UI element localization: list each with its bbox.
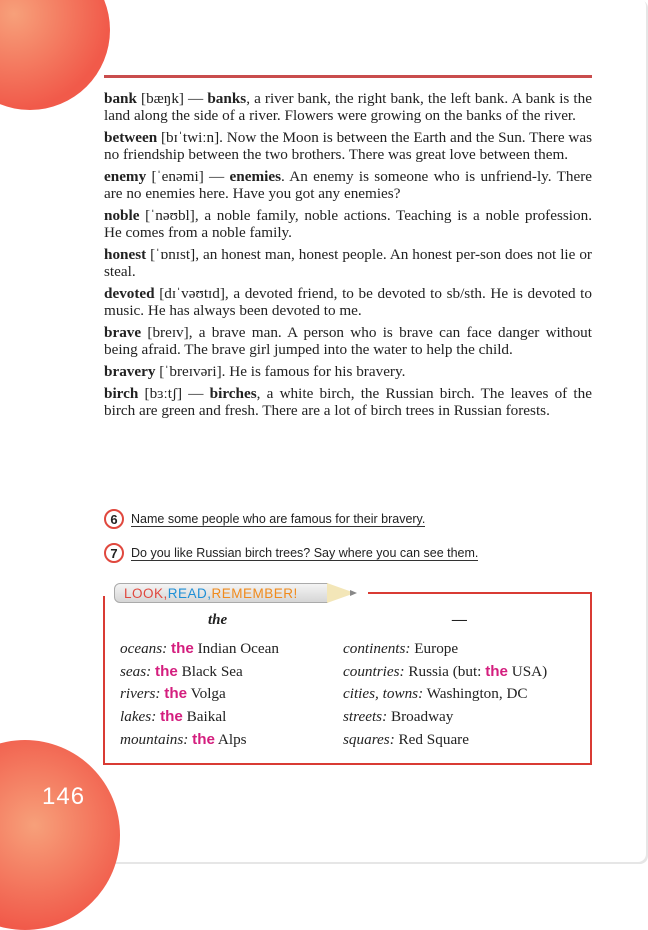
- example-row: continents: Europe: [343, 640, 459, 657]
- vocab-entry: devoted [dɪˈvəʊtɪd], a devoted friend, to be devoted to sb/sth. He is devoted to music. He has always been devoted to me.: [104, 285, 592, 319]
- pencil-lead-icon: [350, 590, 357, 596]
- headword: bank: [104, 90, 137, 107]
- task-number-badge: 6: [104, 509, 124, 529]
- left-column-examples: [120, 638, 279, 752]
- task-number-badge: 7: [104, 543, 124, 563]
- top-divider: [104, 75, 592, 78]
- example-row: cities, towns: Washington, DC: [343, 685, 528, 703]
- example-row: countries: Russia (but: the USA): [343, 662, 548, 680]
- column-head-no-article: —: [452, 612, 467, 628]
- column-head-the: the: [208, 612, 228, 628]
- task-text: Name some people who are famous for their bravery.: [131, 511, 426, 526]
- headword: brave: [104, 324, 142, 341]
- vocab-entry: enemy [ˈenəmi] — enemies. An enemy is someone who is unfriend-ly. There are no enemies here. Have you got any enemies?: [104, 168, 593, 202]
- headword: honest: [104, 246, 147, 263]
- headword: devoted: [104, 285, 155, 302]
- page-number: 146: [42, 783, 86, 810]
- headword: bravery: [104, 363, 156, 380]
- vocabulary-list: [104, 90, 592, 424]
- example-row: mountains: the Alps: [120, 730, 247, 748]
- vocab-entry: bravery [ˈbreɪvəri]. He is famous for his bravery.: [104, 363, 406, 380]
- headword: noble: [104, 207, 140, 224]
- vocab-entry: between [bɪˈtwiːn]. Now the Moon is between the Earth and the Sun. There was no friendship between the two brothers. There was great love between them.: [104, 129, 592, 163]
- exercise-tasks: [104, 509, 594, 577]
- example-row: oceans: the Indian Ocean: [120, 640, 279, 657]
- example-row: streets: Broadway: [343, 708, 454, 726]
- example-row: squares: Red Square: [343, 730, 469, 748]
- look-read-remember-banner: [114, 583, 356, 605]
- task-text: Do you like Russian birch trees? Say where you can see them.: [131, 545, 479, 560]
- headword: enemy: [104, 168, 147, 185]
- headword: between: [104, 129, 158, 146]
- task-6: [104, 509, 594, 529]
- vocab-entry: bank [bæŋk] — banks, a river bank, the right bank, the left bank. A bank is the land along the side of a river. Flowers were growing on the banks of the river.: [104, 90, 592, 124]
- vocab-entry: noble [ˈnəʊbl], a noble family, noble actions. Teaching is a noble profession. He comes from a noble family.: [104, 207, 592, 241]
- pencil-banner-body: LOOK, READ, REMEMBER!: [114, 583, 328, 603]
- task-7: [104, 543, 594, 563]
- vocab-entry: honest [ˈɒnɪst], an honest man, honest people. An honest per-son does not lie or steal.: [104, 246, 592, 280]
- vocab-entry: brave [breɪv], a brave man. A person who is brave can face danger without being afraid. The brave girl jumped into the water to help the child.: [104, 324, 592, 358]
- example-row: rivers: the Volga: [120, 685, 226, 703]
- right-column-examples: [343, 638, 547, 752]
- example-row: lakes: the Baikal: [120, 708, 227, 726]
- example-row: seas: the Black Sea: [120, 662, 243, 680]
- headword: birch: [104, 385, 139, 402]
- vocab-entry: birch [bɜːtʃ] — birches, a white birch, the Russian birch. The leaves of the birch are green and fresh. There are a lot of birch trees in Russian forests.: [104, 385, 592, 419]
